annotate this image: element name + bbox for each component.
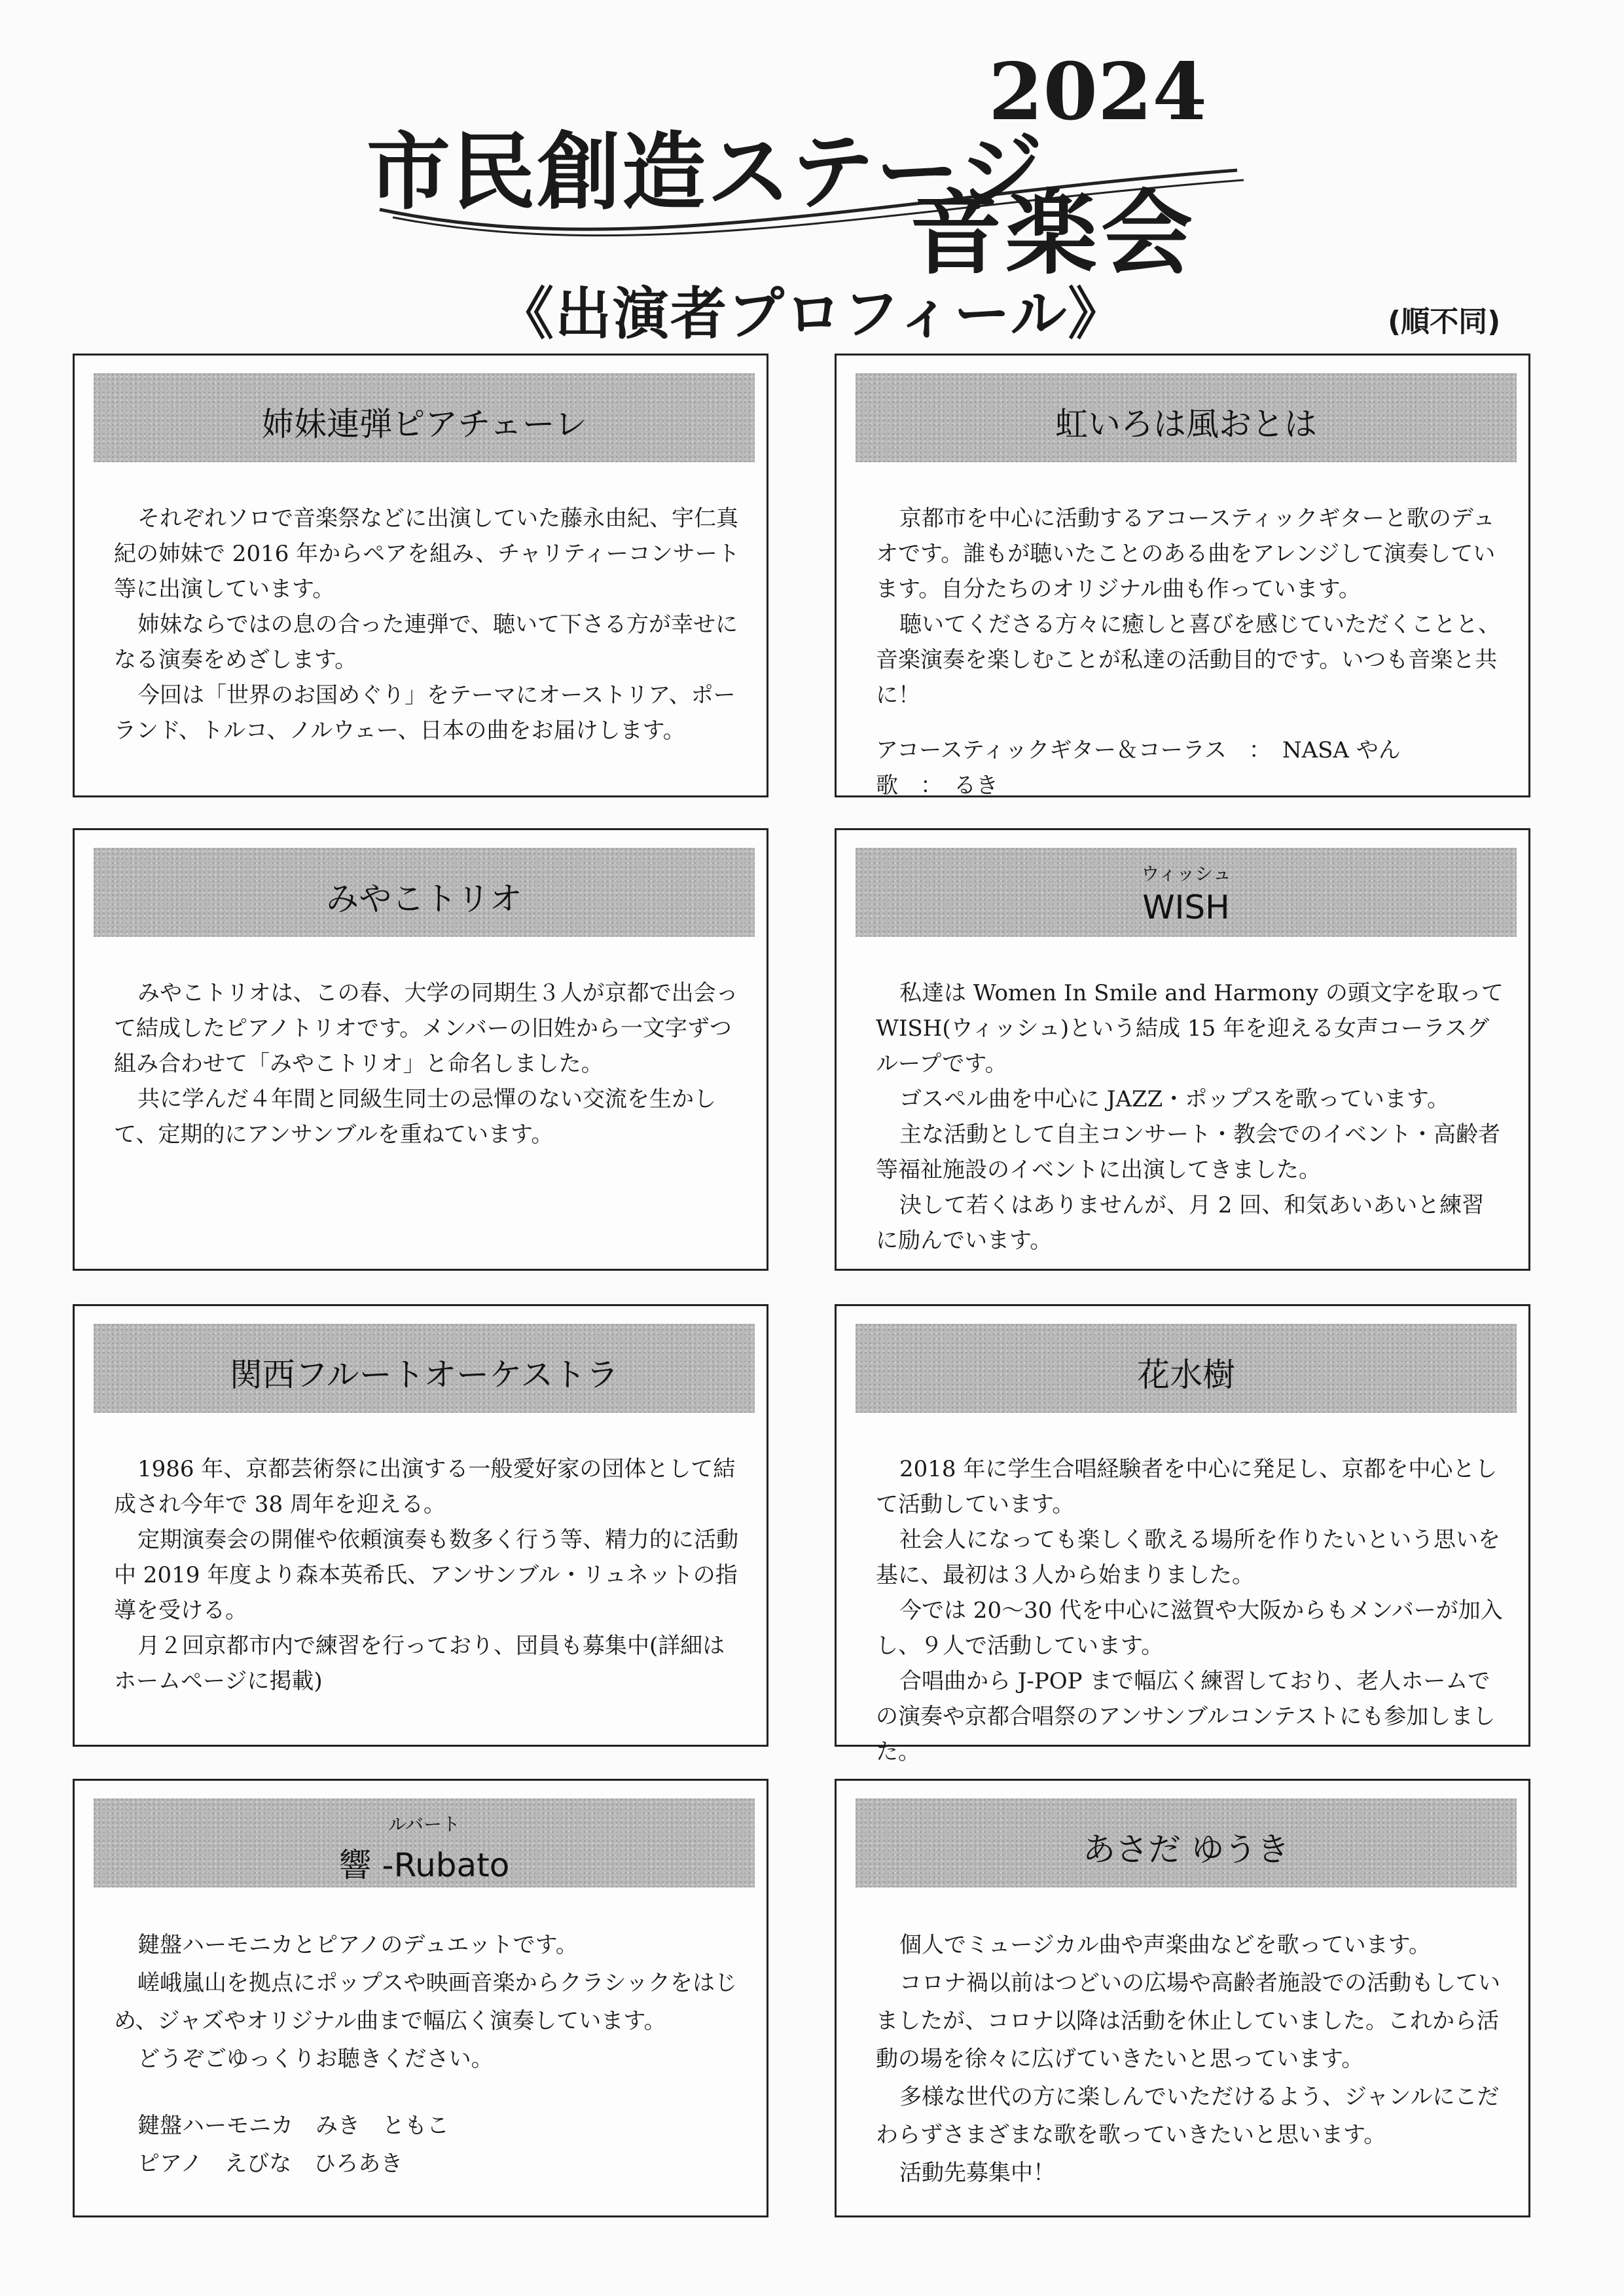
member-line: アコースティックギター＆コーラス ： NASA やん [876, 737, 1401, 763]
paragraph: コロナ禍以前はつどいの広場や高齢者施設での活動もしていましたが、コロナ以降は活動を休止していました。これから活動の場を徐々に広げていきたいと思っています。 [876, 1970, 1500, 2072]
profile-card [73, 1304, 768, 1747]
paragraph: 姉妹ならではの息の合った連弾で、聴いて下さる方が幸せになる演奏をめざします。 [114, 611, 738, 673]
paragraph: 今では 20～30 代を中心に滋賀や大阪からもメンバーが加入し、９人で活動しています。 [876, 1597, 1503, 1659]
paragraph: どうぞごゆっくりお聴きください。 [137, 2046, 494, 2072]
card-title: WISH [1142, 888, 1230, 926]
profile-card [73, 1779, 768, 2217]
card-body [114, 1926, 742, 2183]
page-heading: 《出演者プロフィール》 [497, 282, 1126, 347]
card-title: 関西フルートオーケストラ [229, 1356, 619, 1394]
paragraph: 主な活動として自主コンサート・教会でのイベント・高齢者等福祉施設のイベントに出演してきました。 [876, 1121, 1500, 1183]
card-title: みやこトリオ [326, 880, 522, 918]
event-title-block [367, 46, 1283, 287]
card-header [94, 1798, 755, 1887]
paragraph: みやこトリオは、この春、大学の同期生３人が京都で出会って結成したピアノトリオです。メンバーの旧姓から一文字ずつ組み合わせて「みやこトリオ」と命名しました。 [114, 980, 738, 1077]
card-header [856, 1324, 1517, 1413]
card-header [94, 848, 755, 937]
profile-card [73, 354, 768, 797]
card-title-ruby: ルバート [388, 1813, 461, 1835]
card-title: あさだ ゆうき [1083, 1831, 1290, 1868]
paragraph: 今回は「世界のお国めぐり」をテーマにオーストリア、ポーランド、トルコ、ノルウェー、日本の曲をお届けします。 [114, 682, 736, 744]
profile-card [835, 1779, 1530, 2217]
paragraph: 月２回京都市内で練習を行っており、団員も募集中(詳細はホームページに掲載) [114, 1633, 725, 1694]
profile-card [835, 828, 1530, 1271]
card-header [856, 373, 1517, 462]
member-line: 鍵盤ハーモニカ みき ともこ [137, 2113, 449, 2139]
card-body [876, 501, 1504, 803]
profile-card [73, 828, 768, 1271]
profile-card [835, 354, 1530, 797]
card-header [94, 1324, 755, 1413]
paragraph: 1986 年、京都芸術祭に出演する一般愛好家の団体として結成され今年で 38 周年を迎える。 [114, 1456, 736, 1518]
paragraph: 共に学んだ４年間と同級生同士の忌憚のない交流を生かして、定期的にアンサンブルを重ねています。 [114, 1086, 716, 1148]
card-body [876, 1926, 1504, 2192]
paragraph: 多様な世代の方に楽しんでいただけるよう、ジャンルにこだわらずさまざまな歌を歌っていきたいと思います。 [876, 2084, 1500, 2148]
paragraph: 定期演奏会の開催や依頼演奏も数多く行う等、精力的に活動中 2019 年度より森本英希氏、アンサンブル・リュネットの指導を受ける。 [114, 1527, 738, 1624]
card-title: 響 -Rubato [338, 1846, 510, 1884]
paragraph: 嵯峨嵐山を拠点にポップスや映画音楽からクラシックをはじめ、ジャズやオリジナル曲まで幅広く演奏しています。 [114, 1970, 737, 2034]
card-title-ruby: ウィッシュ [1141, 863, 1231, 884]
card-body [114, 1451, 742, 1699]
card-body [114, 975, 742, 1152]
paragraph: 2018 年に学生合唱経験者を中心に発足し、京都を中心として活動しています。 [876, 1456, 1498, 1518]
member-line: 歌 ： るき [876, 773, 998, 799]
paragraph: 京都市を中心に活動するアコースティックギターと歌のデュオです。誰もが聴いたことのある曲をアレンジして演奏しています。自分たちのオリジナル曲も作っています。 [876, 505, 1496, 602]
paragraph: 私達は Women In Smile and Harmony の頭文字を取って WISH(ウィッシュ)という結成 15 年を迎える女声コーラスグループです。 [876, 980, 1504, 1077]
card-title: 姉妹連弾ピアチェーレ [261, 405, 587, 443]
paragraph: 個人でミュージカル曲や声楽曲などを歌っています。 [899, 1932, 1431, 1958]
order-note: (順不同) [1388, 305, 1501, 338]
member-line: ピアノ えびな ひろあき [137, 2151, 403, 2177]
paragraph: 社会人になっても楽しく歌える場所を作りたいという思いを基に、最初は３人から始まりました。 [876, 1527, 1500, 1588]
paragraph: 合唱曲から J-POP まで幅広く練習しており、老人ホームでの演奏や京都合唱祭のアンサンブルコンテストにも参加しました。 [876, 1668, 1496, 1765]
card-title: 虹いろは風おとは [1055, 405, 1317, 443]
paragraph: 聴いてくださる方々に癒しと喜びを感じていただくことと、音楽演奏を楽しむことが私達の活動目的です。いつも音楽と共に！ [876, 611, 1500, 708]
event-year: 2024 [988, 46, 1207, 138]
card-header [856, 848, 1517, 937]
card-body [876, 975, 1504, 1258]
profile-card [835, 1304, 1530, 1765]
paragraph: 活動先募集中！ [899, 2160, 1055, 2186]
card-body [114, 501, 742, 748]
card-header [856, 1798, 1517, 1887]
paragraph: 決して若くはありませんが、月 2 回、和気あいあいと練習に励んでいます。 [876, 1192, 1485, 1254]
paragraph: それぞれソロで音楽祭などに出演していた藤永由紀、宇仁真紀の姉妹で 2016 年からペアを組み、チャリティーコンサート等に出演しています。 [114, 505, 740, 602]
paragraph: ゴスペル曲を中心に JAZZ・ポップスを歌っています。 [899, 1086, 1450, 1112]
event-title: 市民創造ステージ [367, 123, 1044, 221]
card-body [876, 1451, 1504, 1770]
card-header [94, 373, 755, 462]
event-subtitle: 音楽会 [910, 180, 1197, 287]
card-title: 花水樹 [1137, 1356, 1235, 1394]
paragraph: 鍵盤ハーモニカとピアノのデュエットです。 [137, 1932, 578, 1958]
